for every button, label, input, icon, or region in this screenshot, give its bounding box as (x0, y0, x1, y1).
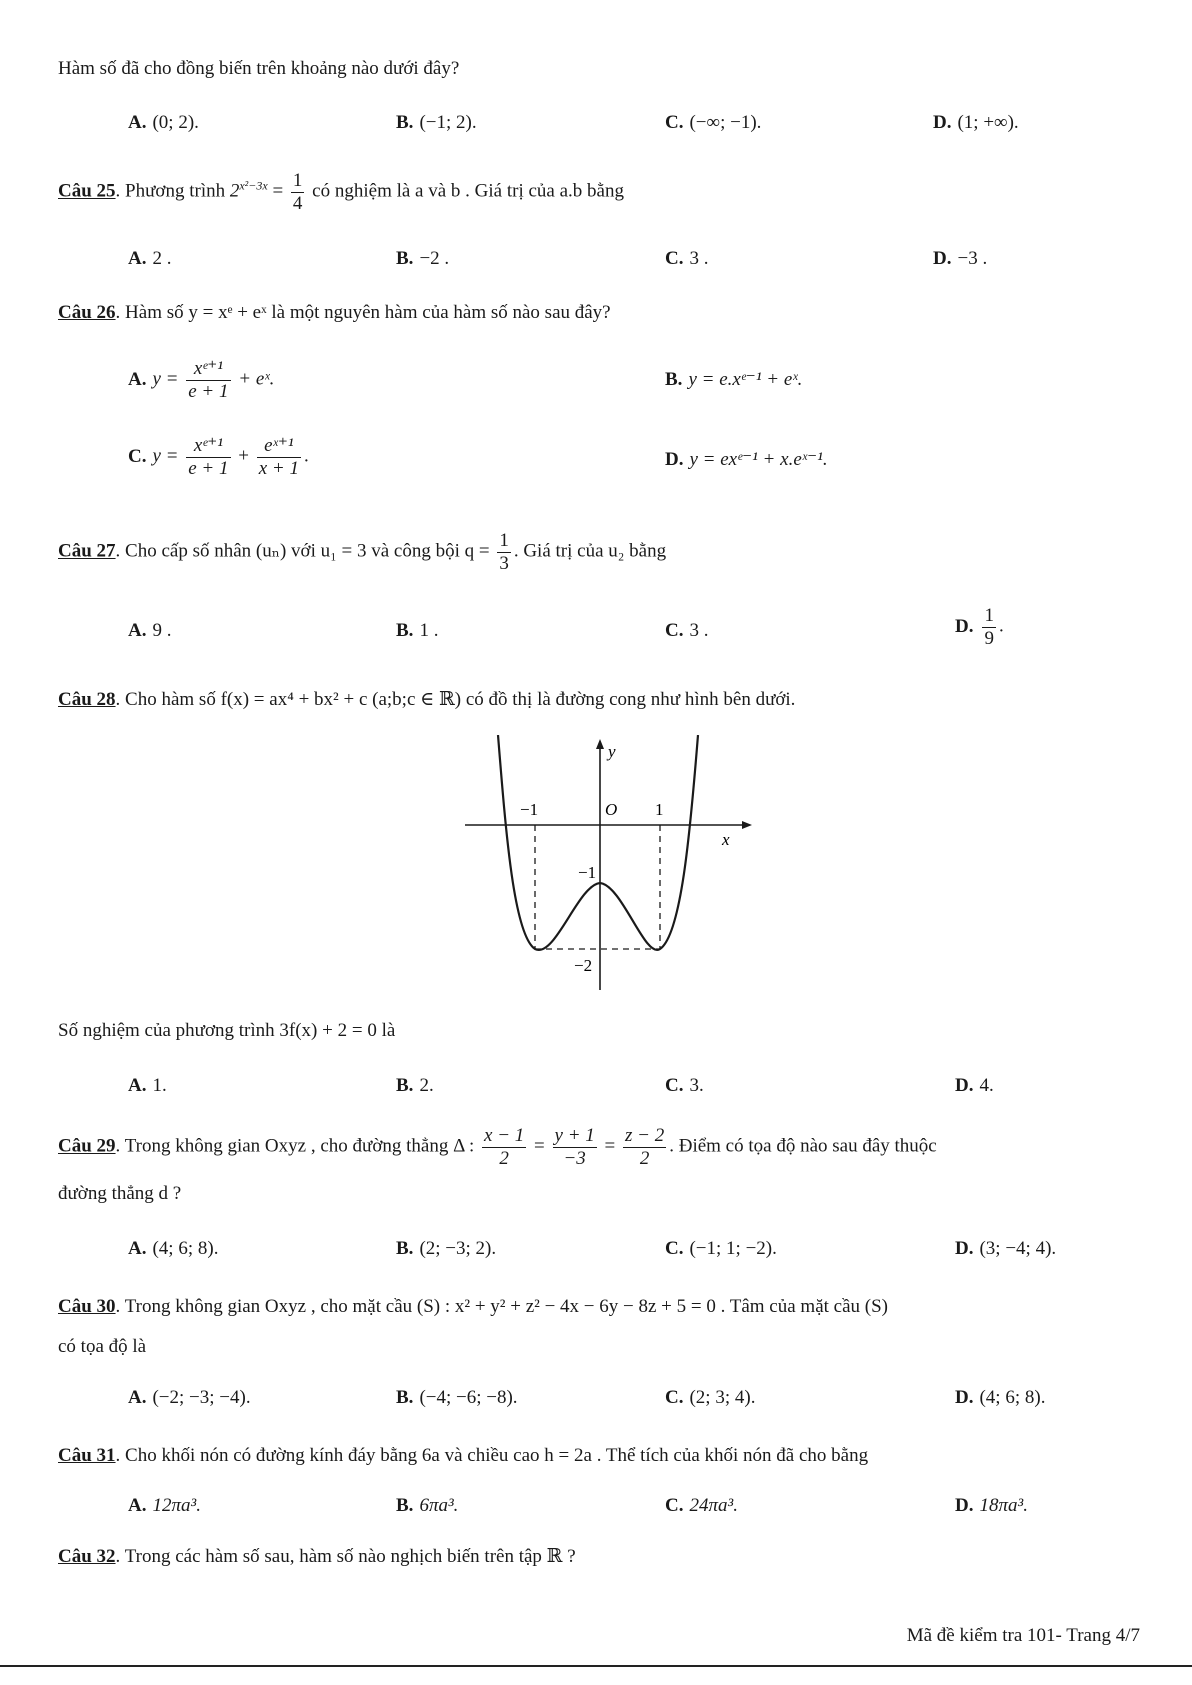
q24-option-c (665, 112, 761, 134)
page-footer: Mã đề kiểm tra 101- Trang 4/7 (906, 1625, 1140, 1646)
fraction-denominator: x + 1 (258, 457, 299, 479)
option-text: 3. (689, 1075, 704, 1096)
q31-option-c (665, 1495, 738, 1517)
fraction-numerator: xᵉ⁺¹ (186, 435, 230, 458)
question-number: Câu 31 (58, 1445, 116, 1466)
q31-stem (58, 1445, 868, 1467)
option-post: + eˣ. (233, 368, 275, 390)
q32-stem (58, 1545, 576, 1568)
q29-option-c (665, 1238, 777, 1260)
q29-option-a (128, 1238, 218, 1260)
question-number: Câu 28 (58, 689, 116, 710)
q25-option-c (665, 248, 708, 270)
option-label: A. (128, 368, 147, 390)
curve (498, 735, 698, 950)
q27-post: . Giá trị của u₂ bằng (513, 540, 667, 562)
bottom-rule (0, 1665, 1192, 1667)
option-label: C. (665, 1387, 684, 1408)
fraction-numerator: xᵉ⁺¹ (186, 358, 230, 381)
option-text: (1; +∞). (957, 112, 1019, 133)
q30-option-b (396, 1387, 518, 1409)
option-text: 24πa³. (689, 1495, 738, 1516)
q26-option-d (665, 448, 828, 471)
option-text: (4; 6; 8). (152, 1238, 219, 1259)
q25-post: có nghiệm là a và b . Giá trị của a.b bằng (307, 180, 624, 202)
question-number: Câu 27 (58, 540, 116, 562)
option-text: (−2; −3; −4). (152, 1387, 251, 1408)
q25-option-d (933, 248, 987, 270)
q32-text: . Trong các hàm số sau, hàm số nào nghịch biến trên tập ℝ ? (115, 1546, 576, 1567)
q24-stem: Hàm số đã cho đồng biến trên khoảng nào dưới đây? (58, 58, 460, 79)
fraction-numerator: eˣ⁺¹ (257, 435, 301, 458)
option-text: (2; 3; 4). (689, 1387, 756, 1408)
fraction-numerator: y + 1 (554, 1125, 595, 1146)
option-label: A. (128, 620, 147, 641)
option-text: 18πa³. (979, 1495, 1028, 1516)
q27-pre: . Cho cấp số nhân (uₙ) với u₁ = 3 và công bội q = (115, 540, 495, 562)
q31-option-a (128, 1495, 201, 1517)
option-label: D. (955, 1495, 974, 1516)
y-axis-label: y (608, 742, 616, 761)
q30-option-d (955, 1387, 1045, 1409)
fraction-denominator: 3 (499, 552, 509, 574)
q30-text: . Trong không gian Oxyz , cho mặt cầu (S) : x² + y² + z² − 4x − 6y − 8z + 5 = 0 . Tâm của mặt cầu (S) (115, 1296, 889, 1317)
option-label: B. (665, 369, 683, 390)
question-number: Câu 30 (58, 1296, 116, 1317)
q29-option-b (396, 1238, 496, 1260)
q27-stem (58, 530, 666, 575)
q30-stem (58, 1296, 888, 1318)
q24-option-b (396, 112, 477, 134)
q25-option-b (396, 248, 449, 270)
option-text: (−4; −6; −8). (419, 1387, 518, 1408)
q27-option-c (665, 620, 708, 642)
q30-option-c (665, 1387, 755, 1409)
q28-text: . Cho hàm số f(x) = ax⁴ + bx² + c (a;b;c ∈ ℝ) có đồ thị là đường cong như hình bên dưới. (115, 689, 796, 710)
option-fraction-1 (186, 435, 230, 480)
q29-fraction-y (553, 1125, 597, 1170)
tick-label-y-neg2: −2 (574, 956, 593, 975)
option-label: D. (955, 1075, 974, 1096)
option-label: B. (396, 1238, 414, 1259)
question-number: Câu 26 (58, 302, 116, 323)
option-text: −3 . (957, 248, 988, 269)
option-label: C. (665, 620, 684, 641)
tick-label-y-neg1: −1 (578, 863, 597, 882)
fraction-numerator: 1 (984, 605, 994, 626)
y-axis-arrow (596, 739, 604, 749)
option-text: y = e.xᵉ⁻¹ + eˣ. (688, 369, 803, 390)
q31-text: . Cho khối nón có đường kính đáy bằng 6a và chiều cao h = 2a . Thể tích của khối nón đã cho bằng (115, 1445, 869, 1466)
option-label: A. (128, 1238, 147, 1259)
q29-pre: . Trong không gian Oxyz , cho đường thẳng Δ : (115, 1135, 480, 1157)
fraction-numerator: z − 2 (625, 1125, 665, 1146)
q27-option-d (955, 605, 1004, 650)
q29-fraction-x (482, 1125, 526, 1170)
option-label: C. (665, 248, 684, 269)
fraction-denominator: 9 (984, 627, 994, 649)
q29-post: . Điểm có tọa độ nào sau đây thuộc (669, 1135, 937, 1157)
option-text: 4. (979, 1075, 994, 1096)
option-post: . (998, 615, 1004, 637)
option-text: (2; −3; 2). (419, 1238, 497, 1259)
option-fraction (982, 605, 996, 650)
tick-label-x-pos1: 1 (655, 800, 664, 819)
option-label: D. (955, 615, 974, 637)
q29-option-d (955, 1238, 1056, 1260)
option-label: C. (665, 1238, 684, 1259)
option-label: B. (396, 112, 414, 133)
q31-option-b (396, 1495, 458, 1517)
q29-fraction-z (623, 1125, 666, 1170)
option-pre: y = (152, 445, 184, 467)
q30-option-a (128, 1387, 251, 1409)
q26-option-c (128, 435, 309, 480)
q26-option-b (665, 368, 802, 391)
fraction-denominator: −3 (563, 1147, 586, 1169)
option-label: A. (128, 1075, 147, 1096)
q26-option-a (128, 358, 274, 403)
option-text: 6πa³. (419, 1495, 459, 1516)
q25-eq: = (267, 180, 288, 202)
option-label: B. (396, 1495, 414, 1516)
x-axis-arrow (742, 821, 752, 829)
fraction-numerator: 1 (499, 530, 509, 551)
fraction-denominator: 2 (639, 1147, 650, 1169)
option-post: . (304, 445, 309, 467)
tick-label-x-neg1: −1 (520, 800, 539, 819)
option-plus: + (233, 445, 254, 467)
fraction-denominator: 2 (499, 1147, 509, 1169)
option-label: C. (665, 1075, 684, 1096)
option-label: C. (665, 112, 684, 133)
q25-base: 2 (229, 180, 240, 202)
option-text: (−∞; −1). (689, 112, 762, 133)
option-label: D. (955, 1238, 974, 1259)
q25-stem (58, 170, 624, 215)
question-number: Câu 25 (58, 180, 116, 202)
q31-option-d (955, 1495, 1028, 1517)
fraction-numerator: x − 1 (484, 1125, 525, 1146)
function-graph (460, 735, 760, 995)
option-pre: y = (152, 368, 184, 390)
option-text: (3; −4; 4). (979, 1238, 1057, 1259)
option-label: D. (665, 449, 684, 470)
option-text: (4; 6; 8). (979, 1387, 1046, 1408)
option-text: 12πa³. (152, 1495, 201, 1516)
option-label: B. (396, 620, 414, 641)
q26-text: . Hàm số y = xᵉ + eˣ là một nguyên hàm của hàm số nào sau đây? (115, 302, 611, 323)
option-text: 9 . (152, 620, 172, 641)
q30-line2: có tọa độ là (58, 1336, 147, 1357)
option-text: (−1; 2). (419, 112, 477, 133)
option-label: B. (396, 1387, 414, 1408)
q29-line2: đường thẳng d ? (58, 1183, 182, 1204)
q28-stem (58, 688, 795, 711)
option-text: 1 . (419, 620, 439, 641)
option-label: B. (396, 1075, 414, 1096)
q25-fraction (291, 170, 305, 215)
option-label: C. (665, 1495, 684, 1516)
option-text: y = exᵉ⁻¹ + x.eˣ⁻¹. (689, 449, 828, 470)
option-text: (0; 2). (152, 112, 199, 133)
option-text: 2. (419, 1075, 434, 1096)
option-text: 3 . (689, 248, 709, 269)
option-fraction (186, 358, 230, 403)
q25-pre: . Phương trình (115, 180, 230, 202)
q28-option-a (128, 1075, 167, 1097)
option-label: A. (128, 248, 147, 269)
option-text: 2 . (152, 248, 172, 269)
option-text: 1. (152, 1075, 167, 1096)
q27-option-b (396, 620, 438, 642)
fraction-denominator: e + 1 (188, 457, 229, 479)
fraction-numerator: 1 (292, 170, 303, 191)
q29-stem (58, 1125, 937, 1170)
question-number: Câu 29 (58, 1135, 116, 1157)
option-label: B. (396, 248, 414, 269)
q24-option-d (933, 112, 1019, 134)
option-label: D. (933, 112, 952, 133)
origin-label: O (605, 800, 618, 819)
question-number: Câu 32 (58, 1546, 116, 1567)
option-label: D. (933, 248, 952, 269)
option-fraction-2 (257, 435, 301, 480)
q29-eq-2: = (599, 1135, 620, 1157)
fraction-denominator: 4 (292, 192, 303, 214)
option-label: A. (128, 1495, 147, 1516)
q26-stem (58, 302, 611, 324)
option-label: D. (955, 1387, 974, 1408)
fraction-denominator: e + 1 (188, 380, 229, 402)
q25-exponent: x²−3x (239, 178, 268, 193)
x-axis-label: x (722, 830, 730, 849)
option-text: 3 . (689, 620, 709, 641)
q29-eq-1: = (529, 1135, 550, 1157)
option-label: C. (128, 445, 147, 467)
option-text: −2 . (419, 248, 450, 269)
q28-option-d (955, 1075, 994, 1097)
q27-option-a (128, 620, 171, 642)
q28-option-b (396, 1075, 434, 1097)
q28-question: Số nghiệm của phương trình 3f(x) + 2 = 0 là (58, 1020, 396, 1041)
option-label: A. (128, 112, 147, 133)
option-text: (−1; 1; −2). (689, 1238, 777, 1259)
q27-fraction (497, 530, 511, 575)
q25-option-a (128, 248, 171, 270)
option-label: A. (128, 1387, 147, 1408)
q28-option-c (665, 1075, 704, 1097)
q24-option-a (128, 112, 199, 134)
